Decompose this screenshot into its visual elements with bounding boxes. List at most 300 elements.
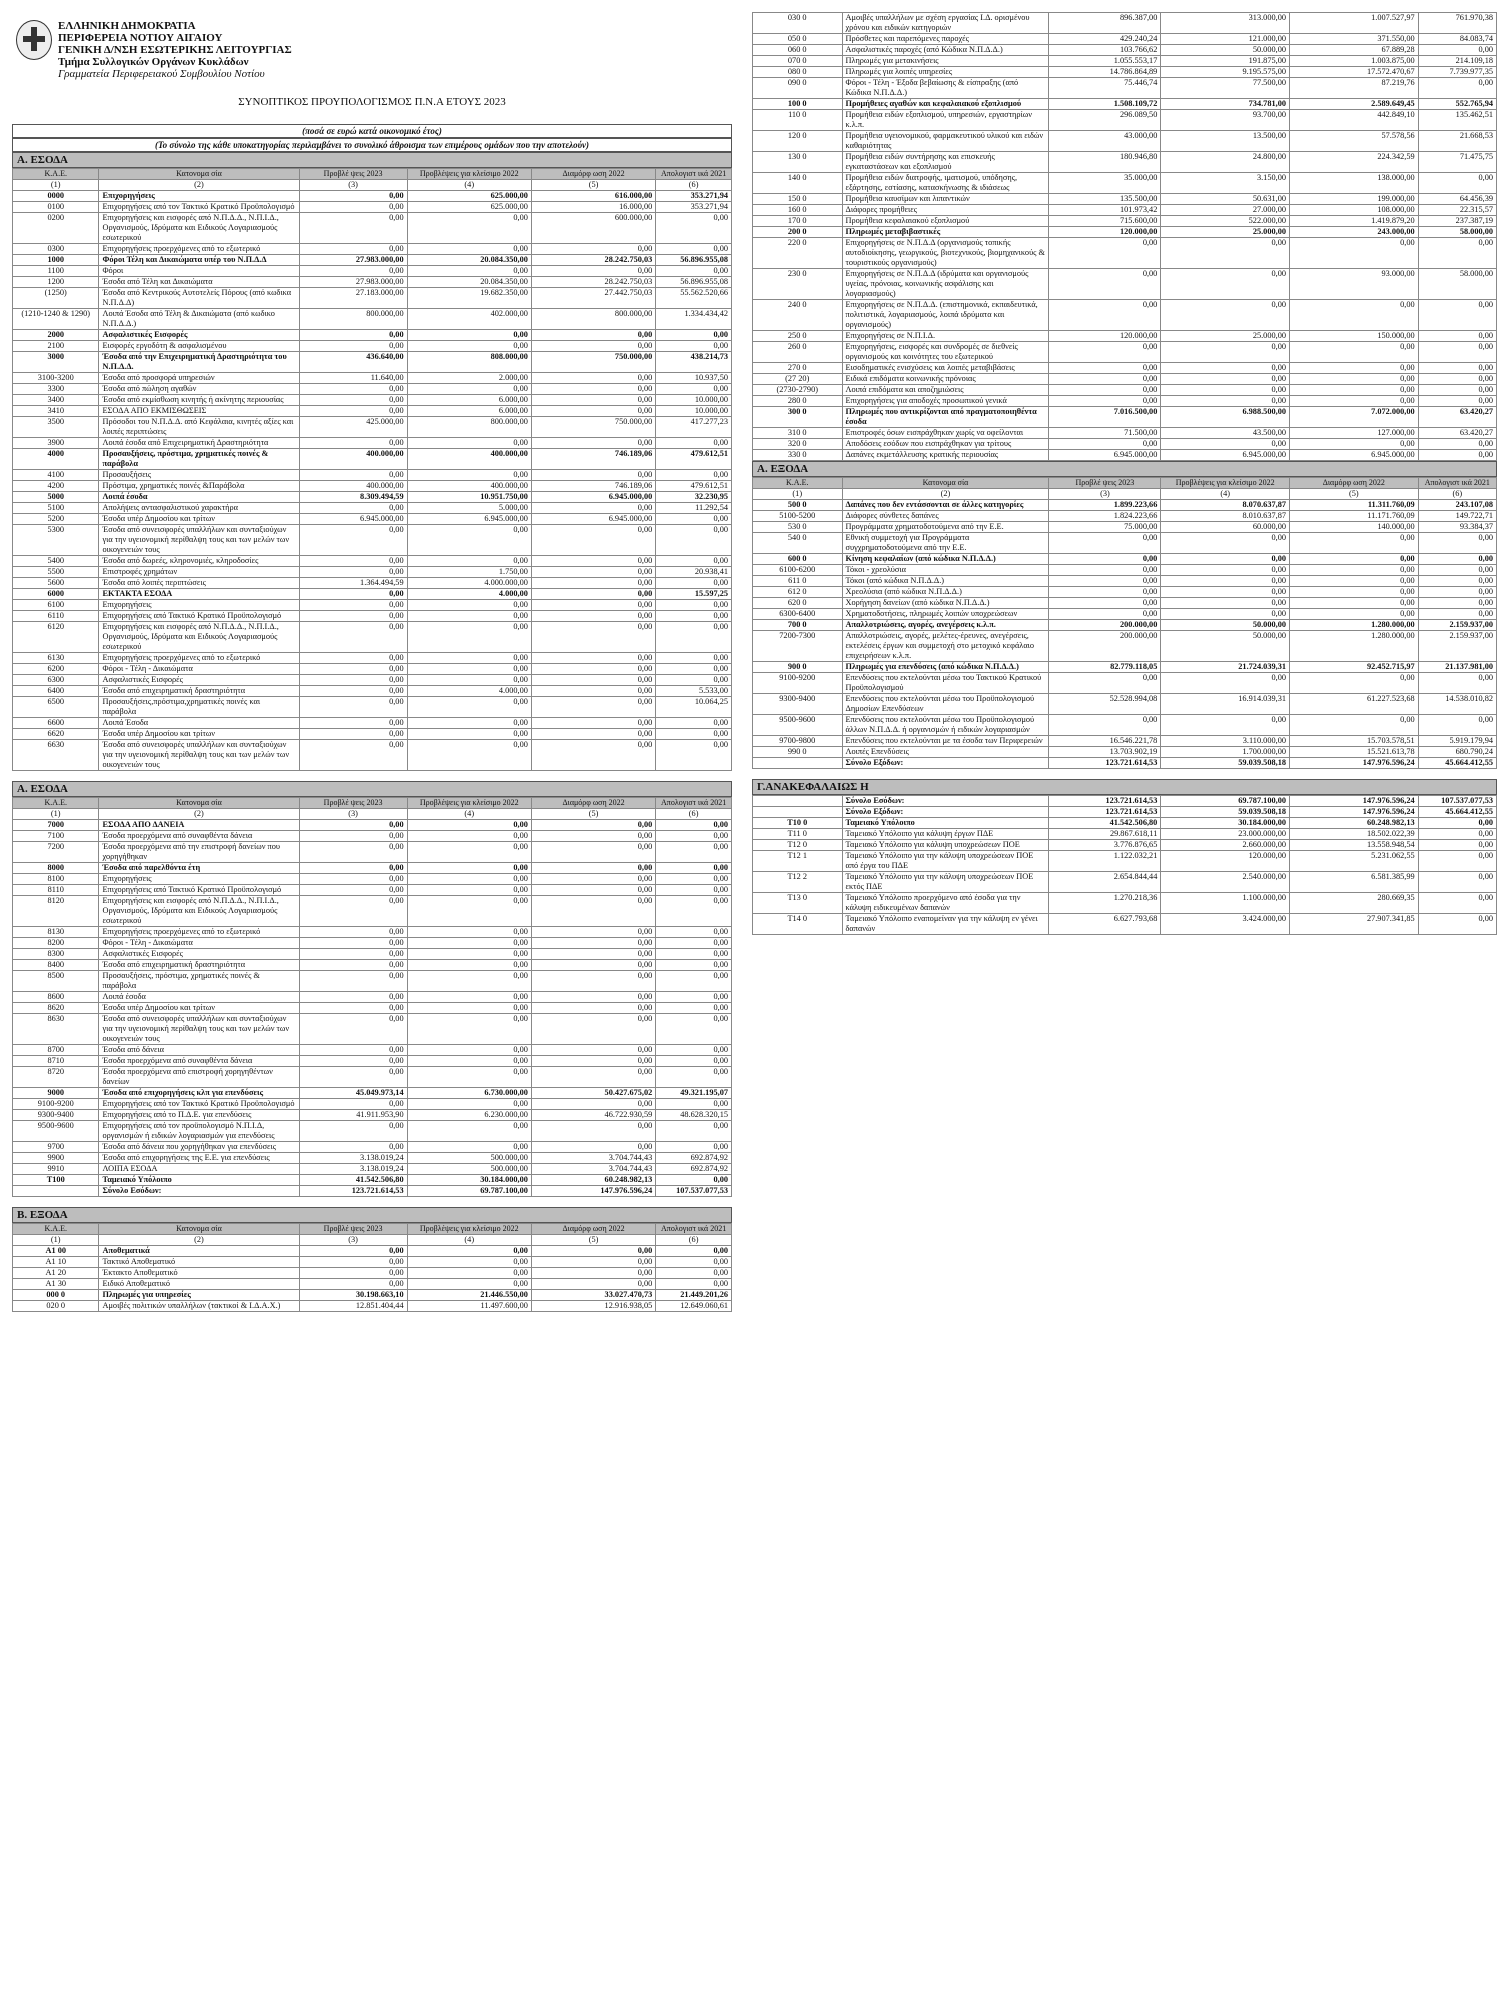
table-row: [13, 266, 732, 277]
closing-2022: 0,00: [1161, 342, 1290, 363]
closing-2022: 0,00: [407, 556, 531, 567]
category-name: Διάφορες προμήθειες: [842, 205, 1049, 216]
kae-code: 990 0: [753, 747, 843, 758]
formation-2022: 0,00: [531, 266, 655, 277]
column-index: (2): [99, 1235, 299, 1246]
subtotal-row: [753, 620, 1497, 631]
table-row: [13, 1301, 732, 1312]
formation-2022: 138.000,00: [1290, 173, 1419, 194]
category-name: Ταμειακό Υπόλοιπο: [99, 1175, 299, 1186]
table-row: [753, 342, 1497, 363]
formation-2022: 0,00: [531, 330, 655, 341]
closing-2022: 0,00: [407, 1045, 531, 1056]
forecast-2023: 0,00: [299, 686, 407, 697]
closing-2022: 59.039.508,18: [1161, 758, 1290, 769]
closing-2022: 6.945.000,00: [1161, 450, 1290, 461]
formation-2022: 67.889,28: [1290, 45, 1419, 56]
actual-2021: 0,00: [656, 384, 732, 395]
category-name: Χρεολύσια (από κώδικα Ν.Π.Δ.Δ.): [842, 587, 1049, 598]
closing-2022: 4.000,00: [407, 589, 531, 600]
forecast-2023: 0,00: [299, 600, 407, 611]
formation-2022: 0,00: [531, 686, 655, 697]
table-row: [13, 960, 732, 971]
column-index: (6): [656, 1235, 732, 1246]
closing-2022: 0,00: [1161, 363, 1290, 374]
closing-2022: 0,00: [407, 341, 531, 352]
formation-2022: 0,00: [531, 1246, 655, 1257]
table-row: [753, 34, 1497, 45]
closing-2022: 400.000,00: [407, 481, 531, 492]
kae-code: 6500: [13, 697, 99, 718]
closing-2022: 4.000,00: [407, 686, 531, 697]
category-name: Εθνική συμμετοχή για Προγράμματα συγχρηματοδοτούμενα από την Ε.Ε.: [842, 533, 1049, 554]
table-row: [753, 522, 1497, 533]
category-name: Δαπάνες που δεν εντάσσονται σε άλλες κατηγορίες: [842, 500, 1049, 511]
formation-2022: 0,00: [531, 938, 655, 949]
kae-code: 7200: [13, 842, 99, 863]
actual-2021: 0,00: [1418, 554, 1496, 565]
table-row: [13, 373, 732, 384]
forecast-2023: 0,00: [299, 831, 407, 842]
actual-2021: 0,00: [656, 470, 732, 481]
kae-code: Τ12 2: [753, 872, 843, 893]
actual-2021: 0,00: [656, 664, 732, 675]
column-index-row: [753, 489, 1497, 500]
formation-2022: 6.945.000,00: [531, 514, 655, 525]
col-closing-2022: Προβλέψεις για κλείσιμο 2022: [407, 798, 531, 809]
table-row: [13, 874, 732, 885]
actual-2021: 107.537.077,53: [656, 1186, 732, 1197]
actual-2021: 0,00: [656, 874, 732, 885]
formation-2022: 0,00: [531, 885, 655, 896]
category-name: Αμοιβές υπαλλήλων με σχέση εργασίας Ι.Δ. ορισμένου χρόνου και ειδικών κατηγοριών: [842, 13, 1049, 34]
actual-2021: 0,00: [656, 831, 732, 842]
closing-2022: 0,00: [1161, 565, 1290, 576]
category-name: Επιστροφές χρημάτων: [99, 567, 299, 578]
table-row: [13, 514, 732, 525]
formation-2022: 0,00: [531, 525, 655, 556]
forecast-2023: 0,00: [299, 718, 407, 729]
kae-code: 8000: [13, 863, 99, 874]
actual-2021: 0,00: [1418, 78, 1496, 99]
column-index: (6): [1418, 489, 1496, 500]
actual-2021: 10.000,00: [656, 406, 732, 417]
category-name: Κίνηση κεφαλαίων (από κώδικα Ν.Π.Δ.Δ.): [842, 554, 1049, 565]
forecast-2023: 3.138.019,24: [299, 1164, 407, 1175]
forecast-2023: 0,00: [1049, 587, 1161, 598]
category-name: Επιχορηγήσεις σε Ν.Π.Δ.Δ. (επιστημονικά, εκπαιδευτικά, πολιτιστικά, λογαριασμούς, λοιπά ιδρύματα και οργανισμούς): [842, 300, 1049, 331]
column-index: (6): [656, 809, 732, 820]
closing-2022: 6.000,00: [407, 395, 531, 406]
actual-2021: 0,00: [656, 622, 732, 653]
closing-2022: 191.875,00: [1161, 56, 1290, 67]
kae-code: 2000: [13, 330, 99, 341]
formation-2022: 27.907.341,85: [1290, 914, 1419, 935]
forecast-2023: 0,00: [1049, 533, 1161, 554]
forecast-2023: 1.824.223,66: [1049, 511, 1161, 522]
category-name: Επενδύσεις που εκτελούνται με τα έσοδα των Περιφερειών: [842, 736, 1049, 747]
category-name: Έσοδα προερχόμενα από την επιστροφή δανείων που χορηγήθηκαν: [99, 842, 299, 863]
category-name: Αποδόσεις εσόδων που εισπράχθηκαν για τρίτους: [842, 439, 1049, 450]
actual-2021: 0,00: [656, 863, 732, 874]
kae-code: 310 0: [753, 428, 843, 439]
table-row: [13, 1003, 732, 1014]
actual-2021: 93.384,37: [1418, 522, 1496, 533]
forecast-2023: 0,00: [1049, 576, 1161, 587]
category-name: Τόκοι - χρεολύσια: [842, 565, 1049, 576]
issuer-lines: [58, 20, 292, 80]
closing-2022: 21.724.039,31: [1161, 662, 1290, 673]
kae-code: 5100: [13, 503, 99, 514]
kae-code: 8500: [13, 971, 99, 992]
forecast-2023: 8.309.494,59: [299, 492, 407, 503]
right-column: [752, 12, 1497, 935]
formation-2022: 15.703.578,51: [1290, 736, 1419, 747]
kae-code: 250 0: [753, 331, 843, 342]
category-name: Πληρωμές για λοιπές υπηρεσίες: [842, 67, 1049, 78]
col-closing-2022: Προβλέψεις για κλείσιμο 2022: [407, 169, 531, 180]
kae-code: 8620: [13, 1003, 99, 1014]
forecast-2023: 71.500,00: [1049, 428, 1161, 439]
closing-2022: 30.184.000,00: [407, 1175, 531, 1186]
closing-2022: 60.000,00: [1161, 522, 1290, 533]
closing-2022: 50.000,00: [1161, 45, 1290, 56]
kae-code: 8130: [13, 927, 99, 938]
actual-2021: 0,00: [656, 438, 732, 449]
forecast-2023: 0,00: [299, 697, 407, 718]
closing-2022: 77.500,00: [1161, 78, 1290, 99]
closing-2022: 400.000,00: [407, 449, 531, 470]
closing-2022: 69.787.100,00: [1161, 796, 1290, 807]
forecast-2023: 27.983.000,00: [299, 255, 407, 266]
category-name: Προμήθειες αγαθών και κεφαλαιακού εξοπλισμού: [842, 99, 1049, 110]
category-name: Έσοδα από προσφορά υπηρεσιών: [99, 373, 299, 384]
closing-2022: 50.631,00: [1161, 194, 1290, 205]
forecast-2023: 429.240,24: [1049, 34, 1161, 45]
closing-2022: 0,00: [1161, 533, 1290, 554]
category-name: Επιχορηγήσεις και εισφορές από Ν.Π.Δ.Δ., Ν.Π.Ι.Δ., Οργανισμούς, Ιδρύματα και Ειδικούς Λογαριασμούς εσωτερικού: [99, 896, 299, 927]
forecast-2023: 120.000,00: [1049, 331, 1161, 342]
formation-2022: 746.189,06: [531, 481, 655, 492]
category-name: Έσοδα από Τέλη και Δικαιώματα: [99, 277, 299, 288]
table-header: [13, 798, 732, 809]
category-name: Επενδύσεις που εκτελούνται μέσω του Προϋπολογισμού άλλων Ν.Π.Δ.Δ. ή οργανισμών ή ειδικών λογαριασμών: [842, 715, 1049, 736]
kae-code: 620 0: [753, 598, 843, 609]
category-name: Λοιπά επιδόματα και αποζημιώσεις: [842, 385, 1049, 396]
formation-2022: 11.171.760,09: [1290, 511, 1419, 522]
kae-code: 230 0: [753, 269, 843, 300]
column-index: (3): [299, 809, 407, 820]
formation-2022: 1.280.000,00: [1290, 631, 1419, 662]
actual-2021: 0,00: [1418, 818, 1496, 829]
actual-2021: 0,00: [1418, 598, 1496, 609]
category-name: Έσοδα προερχόμενα από συναφθέντα δάνεια: [99, 831, 299, 842]
category-name: Έσοδα προερχόμενα από επιστροφή χορηγηθέντων δανείων: [99, 1067, 299, 1088]
formation-2022: 280.669,35: [1290, 893, 1419, 914]
category-name: Έσοδα υπέρ Δημοσίου και τρίτων: [99, 514, 299, 525]
table-row: [753, 715, 1497, 736]
category-name: Προμήθεια καυσίμων και λιπαντικών: [842, 194, 1049, 205]
category-name: Σύνολο Εσόδων:: [842, 796, 1049, 807]
forecast-2023: 0,00: [299, 874, 407, 885]
closing-2022: 10.951.750,00: [407, 492, 531, 503]
forecast-2023: 0,00: [299, 1246, 407, 1257]
formation-2022: 60.248.982,13: [531, 1175, 655, 1186]
formation-2022: 0,00: [531, 406, 655, 417]
category-name: Έσοδα υπέρ Δημοσίου και τρίτων: [99, 1003, 299, 1014]
formation-2022: 0,00: [531, 600, 655, 611]
kae-code: 8600: [13, 992, 99, 1003]
formation-2022: 1.280.000,00: [1290, 620, 1419, 631]
formation-2022: 0,00: [531, 244, 655, 255]
kae-code: 160 0: [753, 205, 843, 216]
formation-2022: 147.976.596,24: [1290, 796, 1419, 807]
kae-code: 6300: [13, 675, 99, 686]
formation-2022: 0,00: [531, 341, 655, 352]
closing-2022: 500.000,00: [407, 1153, 531, 1164]
forecast-2023: 30.198.663,10: [299, 1290, 407, 1301]
col-kae: Κ.Α.Ε.: [13, 798, 99, 809]
actual-2021: 0,00: [1418, 715, 1496, 736]
table-row: [753, 173, 1497, 194]
category-name: Ασφαλιστικές Εισφορές: [99, 949, 299, 960]
closing-2022: 25.000,00: [1161, 227, 1290, 238]
closing-2022: 6.230.000,00: [407, 1110, 531, 1121]
subtotal-row: [753, 796, 1497, 807]
actual-2021: 552.765,94: [1418, 99, 1496, 110]
column-index: (5): [531, 180, 655, 191]
actual-2021: 56.896.955,08: [656, 255, 732, 266]
actual-2021: 15.597,25: [656, 589, 732, 600]
actual-2021: 0,00: [656, 1279, 732, 1290]
actual-2021: 0,00: [656, 1067, 732, 1088]
formation-2022: 0,00: [1290, 385, 1419, 396]
col-formation-2022: Διαμόρφ ωση 2022: [531, 798, 655, 809]
table-row: [13, 896, 732, 927]
table-row: [13, 417, 732, 438]
actual-2021: 0,00: [656, 1175, 732, 1186]
closing-2022: 0,00: [407, 1056, 531, 1067]
forecast-2023: 0,00: [1049, 609, 1161, 620]
category-name: Χρηματοδοτήσεις, πληρωμές λοιπών υποχρεώσεων: [842, 609, 1049, 620]
revenue-table-1: [12, 168, 732, 771]
actual-2021: 0,00: [656, 675, 732, 686]
closing-2022: 0,00: [407, 330, 531, 341]
forecast-2023: 1.364.494,59: [299, 578, 407, 589]
category-name: Επιχορηγήσεις για αποδοχές προσωπικού γενικά: [842, 396, 1049, 407]
formation-2022: 0,00: [1290, 576, 1419, 587]
formation-2022: 50.427.675,02: [531, 1088, 655, 1099]
category-name: Φόροι Τέλη και Δικαιώματα υπέρ του Ν.Π.Δ.Δ: [99, 255, 299, 266]
column-index: (1): [13, 180, 99, 191]
kae-code: 270 0: [753, 363, 843, 374]
forecast-2023: 0,00: [299, 213, 407, 244]
forecast-2023: 0,00: [299, 740, 407, 771]
actual-2021: 32.230,95: [656, 492, 732, 503]
table-row: [753, 428, 1497, 439]
forecast-2023: 82.779.118,05: [1049, 662, 1161, 673]
closing-2022: 8.070.637,87: [1161, 500, 1290, 511]
actual-2021: 63.420,27: [1418, 428, 1496, 439]
column-index: (1): [13, 809, 99, 820]
col-closing-2022: Προβλέψεις για κλείσιμο 2022: [407, 1224, 531, 1235]
formation-2022: 0,00: [531, 874, 655, 885]
table-row: [13, 384, 732, 395]
actual-2021: 21.668,53: [1418, 131, 1496, 152]
category-name: Επιχορηγήσεις προερχόμενες από το εξωτερικό: [99, 927, 299, 938]
closing-2022: 0,00: [407, 266, 531, 277]
table-row: [753, 565, 1497, 576]
table-row: [753, 829, 1497, 840]
category-name: Επενδύσεις που εκτελούνται μέσω του Τακτικού Κρατικού Προϋπολογισμού: [842, 673, 1049, 694]
category-name: Πληρωμές μεταβιβαστικές: [842, 227, 1049, 238]
category-name: Επιχορηγήσεις από τον Τακτικό Κρατικό Προϋπολογισμό: [99, 202, 299, 213]
actual-2021: 0,00: [656, 1045, 732, 1056]
actual-2021: 0,00: [656, 1268, 732, 1279]
formation-2022: 0,00: [1290, 554, 1419, 565]
category-name: Έσοδα από συνεισφορές υπαλλήλων και συνταξιούχων για την υγειονομική περίθαλψη τους και των μελών των οικογενειών τους: [99, 740, 299, 771]
forecast-2023: 75.446,74: [1049, 78, 1161, 99]
closing-2022: 11.497.600,00: [407, 1301, 531, 1312]
category-name: Έσοδα από Κεντρικούς Αυτοτελείς Πόρους (από κωδικα Ν.Π.Δ.Δ): [99, 288, 299, 309]
forecast-2023: 0,00: [299, 896, 407, 927]
forecast-2023: 123.721.614,53: [299, 1186, 407, 1197]
col-formation-2022: Διαμόρφ ωση 2022: [531, 1224, 655, 1235]
actual-2021: 243.107,08: [1418, 500, 1496, 511]
forecast-2023: 3.138.019,24: [299, 1153, 407, 1164]
actual-2021: 0,00: [656, 885, 732, 896]
kae-code: [13, 1186, 99, 1197]
closing-2022: 23.000.000,00: [1161, 829, 1290, 840]
kae-code: 6200: [13, 664, 99, 675]
category-name: Έσοδα από συνεισφορές υπαλλήλων και συνταξιούχων για την υγειονομική περίθαλψη τους και των μελών των οικογενειών τους: [99, 1014, 299, 1045]
closing-2022: 0,00: [1161, 576, 1290, 587]
closing-2022: 0,00: [1161, 300, 1290, 331]
table-row: [13, 697, 732, 718]
category-name: Έσοδα από εκμίσθωση κινητής ή ακίνητης περιουσίας: [99, 395, 299, 406]
formation-2022: 224.342,59: [1290, 152, 1419, 173]
kae-code: 300 0: [753, 407, 843, 428]
table-row: [13, 481, 732, 492]
closing-2022: 2.000,00: [407, 373, 531, 384]
kae-code: Α1 30: [13, 1279, 99, 1290]
closing-2022: 0,00: [407, 470, 531, 481]
table-row: [13, 1164, 732, 1175]
closing-2022: 9.195.575,00: [1161, 67, 1290, 78]
table-body: [13, 809, 732, 1197]
forecast-2023: 0,00: [299, 330, 407, 341]
closing-2022: 0,00: [407, 949, 531, 960]
closing-2022: 20.084.350,00: [407, 255, 531, 266]
closing-2022: 0,00: [407, 1142, 531, 1153]
formation-2022: 0,00: [531, 949, 655, 960]
table-row: [13, 842, 732, 863]
category-name: Πρόσθετες και παρεπόμενες παροχές: [842, 34, 1049, 45]
kae-code: Τ11 0: [753, 829, 843, 840]
category-name: Επιχορηγήσεις, εισφορές και συνδρομές σε διεθνείς οργανισμούς και κοινότητες του εξωτερικού: [842, 342, 1049, 363]
column-index-row: [13, 809, 732, 820]
forecast-2023: 14.786.864,89: [1049, 67, 1161, 78]
formation-2022: 0,00: [531, 622, 655, 653]
subtotal-row: [13, 492, 732, 503]
table-row: [753, 331, 1497, 342]
table-row: [753, 194, 1497, 205]
kae-code: 9100-9200: [13, 1099, 99, 1110]
table-row: [13, 622, 732, 653]
kae-code: [753, 758, 843, 769]
table-body: [753, 13, 1497, 461]
forecast-2023: 0,00: [299, 938, 407, 949]
table-row: [753, 673, 1497, 694]
kae-code: 6110: [13, 611, 99, 622]
table-row: [13, 567, 732, 578]
kae-code: 500 0: [753, 500, 843, 511]
forecast-2023: 0,00: [299, 885, 407, 896]
kae-code: 5400: [13, 556, 99, 567]
kae-code: 5200: [13, 514, 99, 525]
actual-2021: 1.334.434,42: [656, 309, 732, 330]
column-index: (3): [299, 1235, 407, 1246]
table-row: [13, 885, 732, 896]
actual-2021: 0,00: [656, 213, 732, 244]
table-body: [753, 796, 1497, 935]
formation-2022: 0,00: [1290, 587, 1419, 598]
recap-table: [752, 795, 1497, 935]
kae-code: 5600: [13, 578, 99, 589]
table-row: [13, 525, 732, 556]
actual-2021: 0,00: [656, 611, 732, 622]
subtotal-row: [13, 820, 732, 831]
forecast-2023: 0,00: [1049, 673, 1161, 694]
table-row: [13, 213, 732, 244]
forecast-2023: 400.000,00: [299, 481, 407, 492]
kae-code: 3400: [13, 395, 99, 406]
closing-2022: 0,00: [407, 213, 531, 244]
kae-code: 611 0: [753, 576, 843, 587]
actual-2021: 0,00: [1418, 872, 1496, 893]
formation-2022: 0,00: [531, 971, 655, 992]
actual-2021: 107.537.077,53: [1418, 796, 1496, 807]
closing-2022: 0,00: [1161, 609, 1290, 620]
category-name: Επιχορηγήσεις και εισφορές από Ν.Π.Δ.Δ., Ν.Π.Ι.Δ., Οργανισμούς, Ιδρύματα και Ειδικούς Λογαριασμούς εσωτερικού: [99, 622, 299, 653]
closing-2022: 0,00: [407, 1121, 531, 1142]
category-name: Λοιπά Έσοδα: [99, 718, 299, 729]
category-name: Εισοδηματικές ενισχύσεις και λοιπές μεταβιβάσεις: [842, 363, 1049, 374]
actual-2021: 0,00: [1418, 450, 1496, 461]
column-index: (2): [842, 489, 1049, 500]
forecast-2023: 200.000,00: [1049, 631, 1161, 662]
formation-2022: 0,00: [531, 1279, 655, 1290]
actual-2021: 11.292,54: [656, 503, 732, 514]
document-header: [12, 12, 732, 124]
category-name: Ταμειακό Υπόλοιπο για κάλυψη έργων ΠΔΕ: [842, 829, 1049, 840]
table-row: [13, 1045, 732, 1056]
column-index-row: [13, 1235, 732, 1246]
forecast-2023: 27.183.000,00: [299, 288, 407, 309]
closing-2022: 0,00: [407, 438, 531, 449]
formation-2022: 13.558.948,54: [1290, 840, 1419, 851]
formation-2022: 0,00: [531, 1099, 655, 1110]
formation-2022: 150.000,00: [1290, 331, 1419, 342]
forecast-2023: 0,00: [299, 971, 407, 992]
forecast-2023: 0,00: [299, 1045, 407, 1056]
kae-code: 090 0: [753, 78, 843, 99]
subtotal-row: [13, 191, 732, 202]
table-row: [13, 1153, 732, 1164]
table-row: [13, 675, 732, 686]
expense-table-2: [752, 12, 1497, 461]
forecast-2023: 0,00: [299, 1142, 407, 1153]
